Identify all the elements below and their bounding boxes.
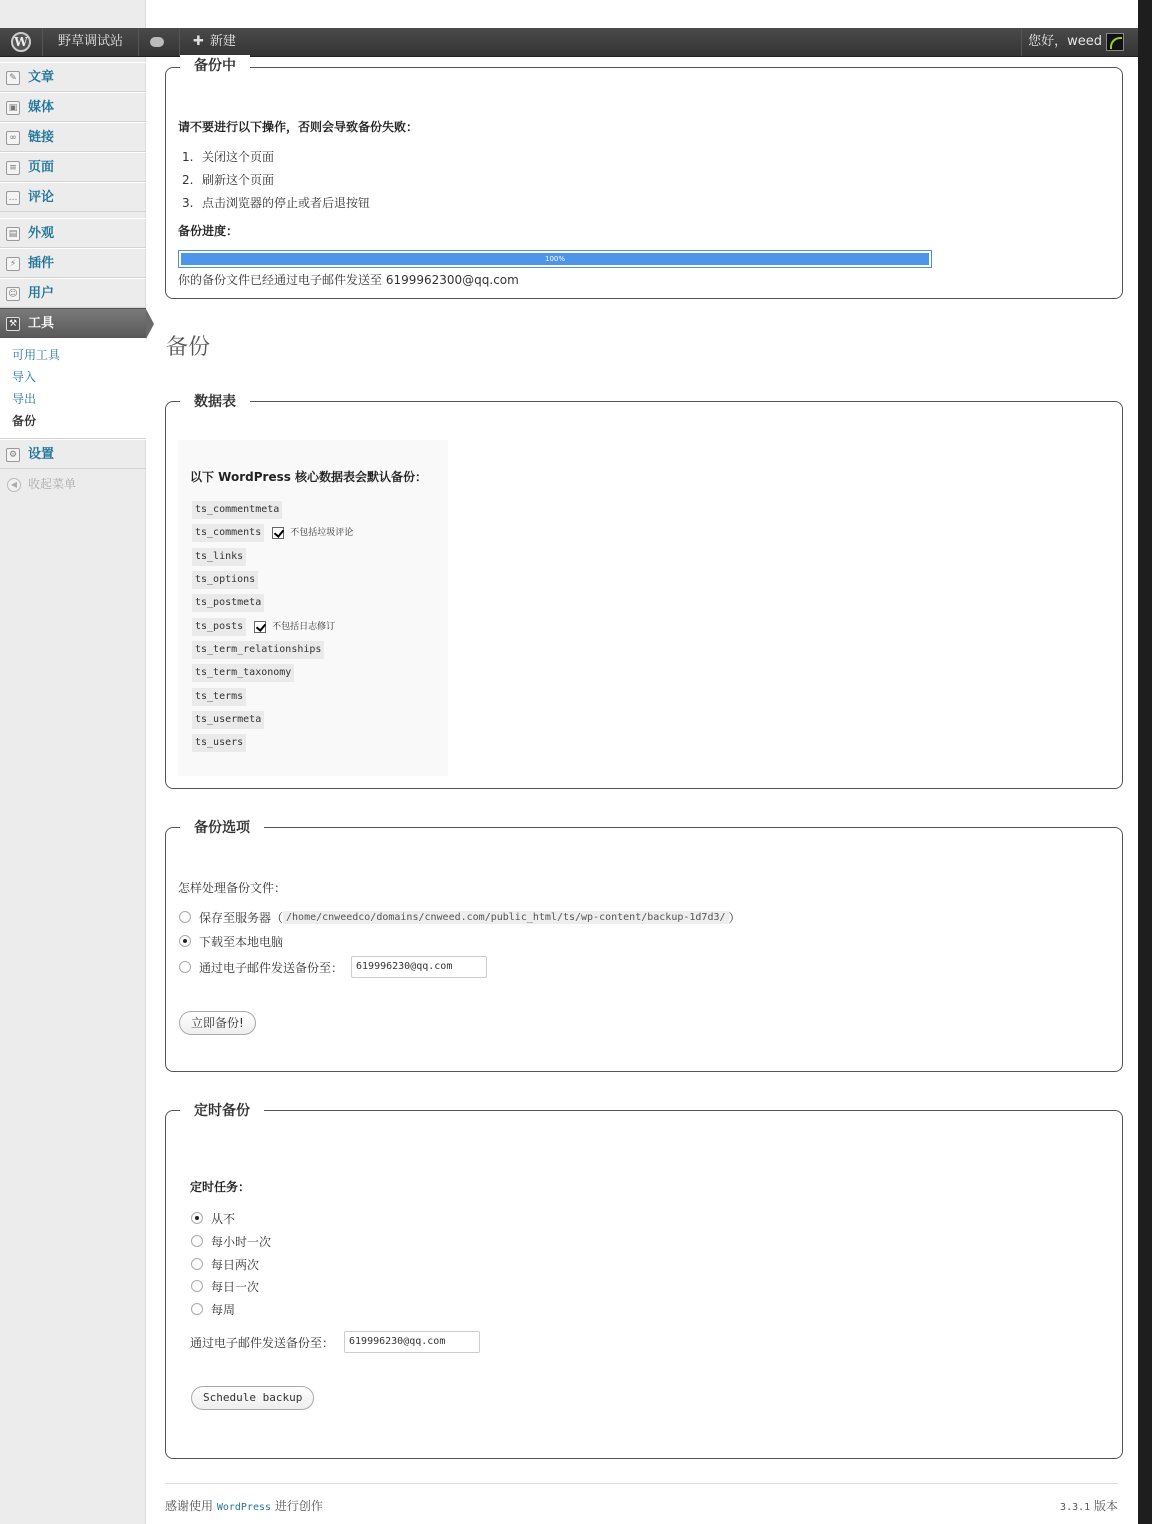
- sent-message: 你的备份文件已经通过电子邮件发送至 6199962300@qq.com: [178, 273, 519, 287]
- schedule-option-twicedaily[interactable]: [191, 1255, 259, 1273]
- table-name: ts_usermeta: [192, 711, 264, 729]
- backup-now-button[interactable]: 立即备份!: [179, 1011, 256, 1035]
- link-icon: ∞: [6, 131, 20, 145]
- schedule-option-label: 每小时一次: [211, 1234, 272, 1249]
- collapse-label: 收起菜单: [28, 477, 77, 491]
- media-icon: ▣: [6, 101, 20, 115]
- step-item: 2. 刷新这个页面: [182, 173, 275, 187]
- table-row: [192, 525, 353, 541]
- table-name: ts_links: [192, 548, 246, 566]
- table-name: ts_term_taxonomy: [192, 664, 294, 682]
- account-greeting[interactable]: 您好，weed: [1028, 34, 1102, 49]
- schedule-option-never[interactable]: [191, 1209, 235, 1227]
- schedule-option-hourly[interactable]: [191, 1232, 271, 1250]
- submenu-item-import[interactable]: 导入: [12, 370, 37, 384]
- step-text: 刷新这个页面: [202, 173, 275, 187]
- progress-label: 备份进度：: [178, 224, 239, 238]
- schedule-option-label: 每周: [211, 1302, 236, 1317]
- divider: [42, 28, 43, 56]
- options-legend: 备份选项: [180, 817, 264, 837]
- schedule-radio[interactable]: [191, 1235, 203, 1247]
- tools-submenu: [0, 338, 146, 439]
- step-text: 关闭这个页面: [202, 150, 275, 164]
- server-path: /home/cnweedco/domains/cnweed.com/public_html/ts/wp-content/backup-1d7d3/: [283, 911, 729, 924]
- schedule-email-label: 通过电子邮件发送备份至：: [190, 1335, 335, 1350]
- plus-icon: ✚: [193, 34, 204, 49]
- exclude-revisions-label: 不包括日志修订: [272, 622, 336, 632]
- comments-bubble-icon[interactable]: [150, 28, 168, 56]
- table-name: ts_postmeta: [192, 594, 264, 612]
- menu-label: 评论: [28, 190, 55, 205]
- table-row: [192, 712, 264, 728]
- progress-bar: [178, 250, 932, 268]
- schedule-legend: 定时备份: [180, 1100, 264, 1120]
- table-row: [192, 689, 246, 705]
- schedule-option-label: 从不: [211, 1211, 236, 1226]
- save-server-option[interactable]: [179, 908, 741, 926]
- schedule-radio[interactable]: [191, 1212, 203, 1224]
- menu-label: 设置: [28, 447, 55, 462]
- site-name-link[interactable]: 野草调试站: [58, 34, 124, 49]
- pin-icon: ✎: [6, 71, 20, 85]
- footer-version: [1060, 1497, 1118, 1514]
- menu-label: 媒体: [28, 100, 55, 115]
- schedule-option-label: 每日两次: [211, 1257, 260, 1272]
- table-name: ts_comments: [192, 524, 264, 542]
- schedule-option-weekly[interactable]: [191, 1300, 235, 1318]
- table-row: [192, 619, 335, 635]
- divider: [179, 28, 180, 56]
- schedule-box: [165, 1103, 1123, 1459]
- footer: [165, 1483, 1118, 1524]
- menu-item-comments[interactable]: [0, 182, 146, 212]
- download-radio[interactable]: [179, 935, 191, 947]
- footer-credit: [165, 1497, 323, 1514]
- users-icon: ☺: [6, 287, 20, 301]
- email-label: 通过电子邮件发送备份至：: [199, 960, 344, 975]
- menu-item-pages[interactable]: [0, 152, 146, 182]
- submenu-item-available-tools[interactable]: 可用工具: [12, 348, 61, 362]
- menu-label: 页面: [28, 160, 55, 175]
- tools-icon: ⚒: [6, 317, 20, 331]
- options-question: 怎样处理备份文件：: [178, 881, 287, 895]
- progress-fill: 100%: [181, 253, 929, 265]
- schedule-option-label: 每日一次: [211, 1279, 260, 1294]
- table-row: [192, 595, 264, 611]
- divider: [1021, 28, 1022, 56]
- menu-label: 用户: [28, 286, 55, 301]
- menu-item-settings[interactable]: [0, 439, 146, 469]
- step-item: 3. 点击浏览器的停止或者后退按钮: [182, 196, 371, 210]
- schedule-radio[interactable]: [191, 1280, 203, 1292]
- menu-label: 外观: [28, 226, 55, 241]
- exclude-spam-label: 不包括垃圾评论: [290, 528, 354, 538]
- wordpress-logo-icon[interactable]: W: [8, 28, 34, 56]
- menu-item-appearance[interactable]: [0, 218, 146, 248]
- submenu-item-backup[interactable]: 备份: [12, 414, 37, 428]
- schedule-radio[interactable]: [191, 1303, 203, 1315]
- email-radio[interactable]: [179, 961, 191, 973]
- admin-menu: [0, 62, 146, 499]
- version-label: 版本: [1093, 1499, 1118, 1513]
- schedule-task-label: 定时任务：: [190, 1180, 251, 1194]
- tables-intro: 以下 WordPress 核心数据表会默认备份：: [190, 470, 428, 484]
- progress-legend: 备份中: [180, 55, 250, 75]
- email-option[interactable]: [179, 958, 487, 976]
- table-name: ts_users: [192, 734, 246, 752]
- window-edge: [1138, 0, 1152, 1524]
- table-name: ts_term_relationships: [192, 641, 324, 659]
- schedule-option-daily[interactable]: [191, 1277, 259, 1295]
- version-number: 3.3.1: [1060, 1502, 1091, 1513]
- exclude-spam-checkbox[interactable]: [272, 527, 284, 539]
- menu-label: 插件: [28, 256, 55, 271]
- admin-bar: [0, 28, 1138, 57]
- exclude-revisions-checkbox[interactable]: [254, 621, 266, 633]
- new-content-label: 新建: [209, 34, 236, 49]
- wordpress-link[interactable]: WordPress: [216, 1502, 272, 1513]
- email-field[interactable]: 619996230@qq.com: [351, 956, 487, 978]
- backup-options-box: [165, 820, 1123, 1072]
- menu-item-tools[interactable]: [0, 308, 146, 338]
- menu-item-plugins[interactable]: [0, 248, 146, 278]
- step-text: 点击浏览器的停止或者后退按钮: [202, 196, 371, 210]
- backup-progress-box: [165, 58, 1123, 299]
- submenu-item-export[interactable]: 导出: [12, 392, 37, 406]
- table-row: [192, 642, 324, 658]
- table-name: ts_posts: [192, 618, 246, 636]
- warning-text: 请不要进行以下操作，否则会导致备份失败：: [178, 120, 419, 134]
- table-name: ts_commentmeta: [192, 501, 282, 519]
- menu-item-media[interactable]: [0, 92, 146, 122]
- schedule-backup-button[interactable]: Schedule backup: [191, 1386, 314, 1410]
- comment-icon: …: [6, 191, 20, 205]
- step-item: 1. 关闭这个页面: [182, 150, 275, 164]
- divider: [138, 28, 139, 56]
- schedule-email-field[interactable]: 619996230@qq.com: [344, 1331, 480, 1353]
- table-name: ts_options: [192, 571, 258, 589]
- new-content-menu[interactable]: [193, 28, 236, 56]
- table-row: [192, 502, 282, 518]
- page-icon: ≡: [6, 161, 20, 175]
- download-label: 下载至本地电脑: [199, 934, 284, 949]
- tables-box: [165, 394, 1123, 789]
- footer-thanks-suffix: 进行创作: [274, 1499, 323, 1513]
- menu-item-links[interactable]: [0, 122, 146, 152]
- collapse-arrow-icon: ◀: [7, 478, 21, 492]
- menu-item-users[interactable]: [0, 278, 146, 308]
- page-title: 备份: [166, 335, 211, 360]
- tables-legend: 数据表: [180, 391, 250, 411]
- download-option[interactable]: [179, 932, 283, 950]
- table-name: ts_terms: [192, 688, 246, 706]
- appearance-icon: ▤: [6, 227, 20, 241]
- plugin-icon: ⚡: [6, 257, 20, 271]
- collapse-menu-button[interactable]: [0, 469, 146, 499]
- table-row: [192, 572, 258, 588]
- menu-label: 文章: [28, 70, 55, 85]
- settings-icon: ⚙: [6, 448, 20, 462]
- footer-thanks-prefix: 感谢使用: [165, 1499, 214, 1513]
- menu-label: 工具: [28, 316, 55, 331]
- schedule-email-row: [190, 1333, 480, 1351]
- close-paren: ）: [728, 910, 741, 925]
- avatar[interactable]: [1106, 33, 1124, 51]
- menu-label: 链接: [28, 130, 55, 145]
- table-row: [192, 549, 246, 565]
- table-row: [192, 665, 294, 681]
- save-server-radio[interactable]: [179, 911, 191, 923]
- save-server-label: 保存至服务器（: [199, 910, 284, 925]
- table-row: [192, 735, 246, 751]
- schedule-radio[interactable]: [191, 1258, 203, 1270]
- menu-item-posts[interactable]: [0, 62, 146, 92]
